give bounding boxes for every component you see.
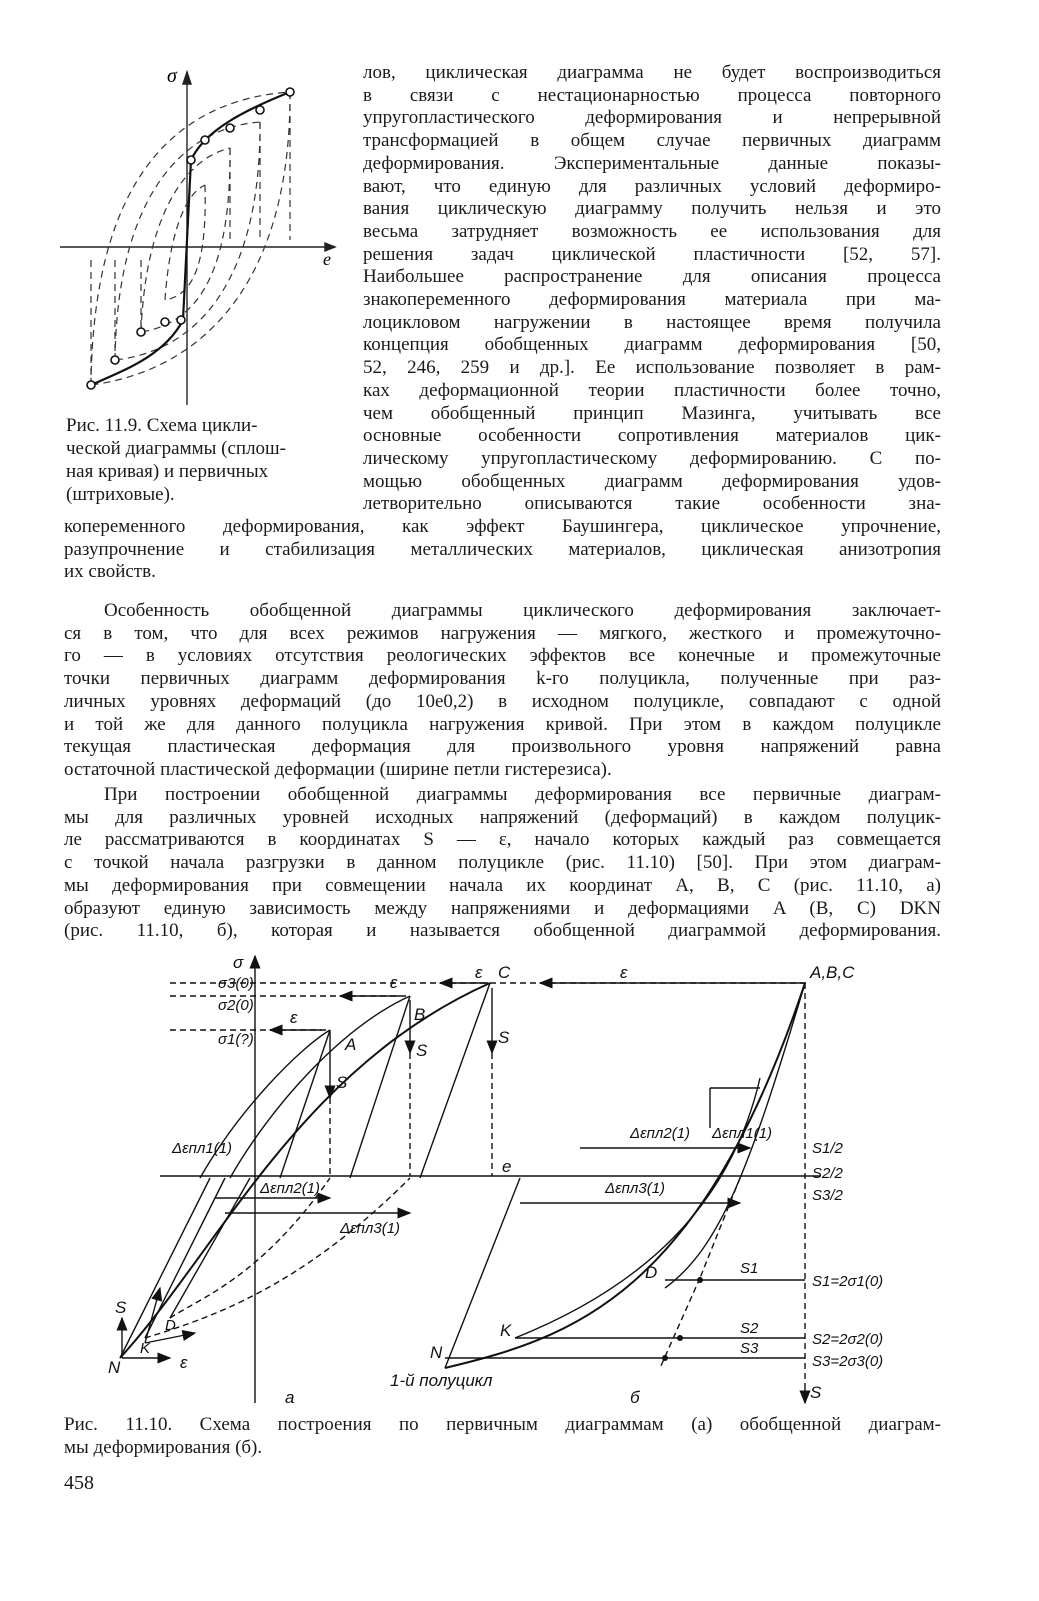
text-line: в связи с нестационарностью процесса повторного	[363, 84, 941, 106]
text-line: и той же для данного полуцикла нагружения кривой. При этом в каждом полуцикле	[64, 713, 941, 735]
label-c: C	[498, 963, 511, 982]
sigma3-label: σ3(0)	[218, 975, 254, 992]
page-number: 458	[64, 1472, 94, 1494]
text-line: трансформацией в общем случае первичных диаграмм	[363, 130, 941, 152]
text-line: Наибольшее распространение для описания процесса	[363, 266, 941, 288]
eps-label: ε	[390, 973, 398, 992]
s-label: S	[416, 1041, 428, 1060]
text-line: ся в том, что для всех режимов нагружения — мягкого, жесткого и промежуточно-	[64, 622, 941, 644]
eps-label: ε	[620, 963, 628, 982]
s22-label: S2/2	[812, 1165, 843, 1182]
figure-11-9-hysteresis-diagram	[55, 60, 345, 410]
text-line: остаточной пластической деформации (ширине петли гистерезиса).	[64, 758, 612, 780]
text-line: вания циклическую диаграмму получить нельзя и это	[363, 198, 941, 220]
text-line: точки первичных диаграмм деформирования k-го полуцикла, полученные при раз-	[64, 668, 941, 690]
part-a-label: а	[285, 1388, 295, 1407]
text-line: мощью обобщенных диаграмм деформирования удов-	[363, 470, 941, 492]
paragraph-1-tail	[64, 516, 941, 584]
caption-line: мы деформирования (б).	[64, 1437, 263, 1458]
text-line: летворительно описываются такие особенности зна-	[363, 493, 941, 515]
text-line: вают, что единую для различных условий деформиро-	[363, 175, 941, 197]
caption-line: ная кривая) и первичных	[66, 461, 269, 482]
eps-label: ε	[180, 1353, 188, 1372]
d-pl2-label: Δεпл2(1)	[260, 1180, 321, 1197]
figure-11-10-caption	[64, 1413, 941, 1459]
label-e: e	[502, 1157, 512, 1176]
text-line: упругопластического деформирования и непрерывной	[363, 107, 941, 129]
text-line: ле рассматриваются в координатах S — ε, начало которых каждый раз совмещается	[64, 829, 941, 851]
caption-line: ческой диаграммы (сплош-	[66, 438, 287, 459]
s2eq-label: S2=2σ2(0)	[812, 1331, 884, 1348]
label-n-a: N	[108, 1358, 121, 1377]
label-n: N	[430, 1343, 443, 1362]
s3eq-label: S3=2σ3(0)	[812, 1353, 884, 1370]
sigma2-label: σ2(0)	[218, 997, 254, 1014]
eps-label: ε	[290, 1008, 298, 1027]
part-b-label: б	[630, 1388, 640, 1407]
text-line: знакопеременного деформирования материала при ма-	[363, 289, 941, 311]
text-line: решения задач циклической пластичности [52, 57].	[363, 243, 941, 265]
text-line: При построении обобщенной диаграммы деформирования все первичные диаграм-	[104, 784, 941, 805]
label-d-a: D	[165, 1317, 176, 1334]
paragraph-3	[64, 784, 941, 943]
d-pl3-label-b: Δεпл3(1)	[605, 1180, 666, 1197]
figure-11-10-generalized-diagram	[100, 948, 920, 1408]
d-pl1-label-b: Δεпл1(1)	[712, 1125, 773, 1142]
s-label: S	[115, 1298, 127, 1317]
label-a: A	[345, 1035, 357, 1054]
label-k-a: K	[140, 1340, 151, 1357]
sigma1-label: σ1(?)	[218, 1031, 254, 1048]
s12-label: S1/2	[812, 1140, 843, 1157]
text-line: 52, 246, 259 и др.]. Ее использование позволяет в рам-	[363, 357, 941, 379]
text-line: копеременного деформирования, как эффект Баушингера, циклическое упрочнение,	[64, 516, 941, 537]
caption-line: Рис. 11.10. Схема построения по первичным диаграммам (а) обобщенной диаграм-	[64, 1414, 941, 1435]
text-line: с точкой начала разгрузки в данном полуцикле (рис. 11.10) [50]. При этом диаграм-	[64, 852, 941, 874]
text-line: лов, циклическая диаграмма не будет воспроизводиться	[363, 62, 941, 83]
text-line: го — в условиях отсутствия реологических эффектов все конечные и промежуточные	[64, 645, 941, 667]
text-line: деформирования. Экспериментальные данные показы-	[363, 152, 941, 174]
right-column-text	[363, 62, 941, 516]
paragraph-2	[64, 600, 941, 782]
s2-label: S2	[740, 1320, 759, 1337]
text-line: Особенность обобщенной диаграммы циклического деформирования заключает-	[104, 600, 941, 621]
text-line: мы для различных уровней исходных напряжений (деформаций) в каждом полуцик-	[64, 806, 941, 828]
text-line: основные особенности сопротивления материалов цик-	[363, 425, 941, 447]
label-abc: A,B,C	[810, 963, 855, 982]
text-line: текущая пластическая деформация для произвольного уровня напряжений равна	[64, 736, 941, 758]
text-line: весьма затрудняет возможность ее использования для	[363, 220, 941, 242]
d-pl3-label: Δεпл3(1)	[340, 1220, 401, 1237]
label-k: K	[500, 1321, 512, 1340]
text-line: чем обобщенный принцип Мазинга, учитывать все	[363, 402, 941, 424]
label-d: D	[645, 1263, 658, 1282]
half-cycle-label: 1-й полуцикл	[390, 1371, 493, 1390]
s3-label: S3	[740, 1340, 759, 1357]
text-line: концепция обобщенных диаграмм деформирования [50,	[363, 334, 941, 356]
d-pl2-label-b: Δεпл2(1)	[630, 1125, 691, 1142]
s1-label: S1	[740, 1260, 759, 1277]
s-label: S	[810, 1383, 822, 1402]
text-line: мы деформирования при совмещении начала их координат A, B, C (рис. 11.10, a)	[64, 874, 941, 896]
text-line: лическому упругопластическому деформированию. С по-	[363, 447, 941, 469]
text-line: ках деформационной теории пластичности более точно,	[363, 379, 941, 401]
caption-line: (штриховые).	[66, 484, 175, 505]
s32-label: S3/2	[812, 1187, 843, 1204]
figure-11-9-caption	[66, 414, 336, 506]
fig1-sigma-axis-label: σ	[167, 65, 177, 87]
text-line: (рис. 11.10, б), которая и называется обобщенной диаграммой деформирования.	[64, 920, 941, 942]
caption-line: Рис. 11.9. Схема цикли-	[66, 415, 258, 436]
s-label: S	[336, 1073, 348, 1092]
eps-label: ε	[475, 963, 483, 982]
label-b: B	[414, 1005, 426, 1024]
text-line: образуют единую зависимость между напряжениями и деформациями A (B, C) DKN	[64, 897, 941, 919]
fig1-e-axis-label: e	[323, 249, 331, 269]
s-label: S	[498, 1028, 510, 1047]
text-line: их свойств.	[64, 561, 156, 583]
sigma-axis-label: σ	[233, 953, 244, 972]
text-line: разупрочнение и стабилизация металлических материалов, циклическая анизотропия	[64, 538, 941, 560]
d-pl1-label: Δεпл1(1)	[172, 1140, 233, 1157]
text-line: лоцикловом нагружении в настоящее время получила	[363, 311, 941, 333]
s1eq-label: S1=2σ1(0)	[812, 1273, 884, 1290]
text-line: личных уровнях деформаций (до 10e0,2) в исходном полуцикле, совпадают с одной	[64, 690, 941, 712]
